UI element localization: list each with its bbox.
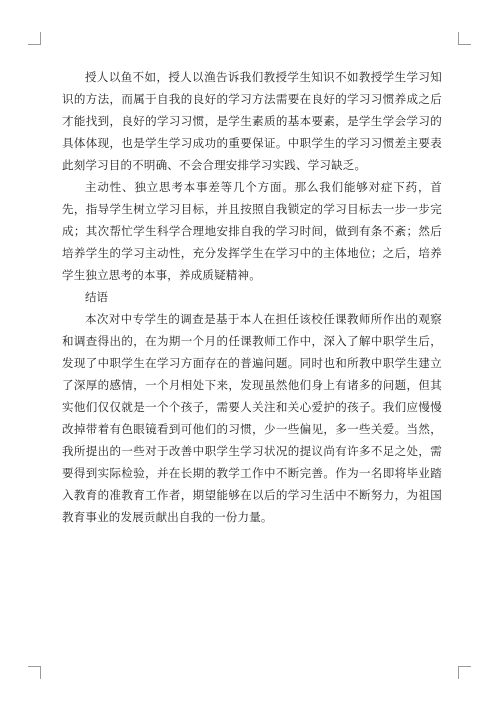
conclusion-paragraph: 本次对中专学生的调查是基于本人在担任该校任课教师所作出的观察和调查得出的，在为期一个月的任课教师工作中，深入了解中职学生后，发现了中职学生在学习方面存在的普遍问题。同时也和所教中职学生建立了深厚的感情，一个月相处下来，发现虽然他们身上有诸多的问题，但其实他们仅仅就是一个个孩子，需要人关注和关心爱护的孩子。我们应慢慢改掉带着有色眼镜看到可他们的习惯，少一些偏见，多一些关爱。当然，我所提出的一些对于改善中职学生学习状况的提议尚有许多不足之处，需要得到实际检验，并在长期的教学工作中不断完善。作为一名即将毕业踏入教育的准教育工作者，期望能够在以后的学习生活中不断努力，为祖国教育事业的发展贡献出自我的一份力量。: [62, 312, 442, 524]
page-corner-mark-top-left: [28, 32, 41, 45]
page-corner-mark-bottom-right: [458, 666, 471, 679]
section-heading: 结语: [85, 290, 108, 304]
page-corner-mark-bottom-left: [28, 666, 41, 679]
page-corner-mark-top-right: [458, 32, 471, 45]
document-body: [62, 66, 442, 528]
body-paragraph-1: 授人以鱼不如，授人以渔告诉我们教授学生知识不如教授学生学习知识的方法，而属于自我的良好的学习方法需要在良好的学习习惯养成之后才能找到，良好的学习习惯，是学生素质的基本要素，是学生学会学习的具体体现，也是学生学习成功的重要保证。中职学生的学习习惯差主要表此刻学习目的不明确、不会合理安排学习实践、学习缺乏。: [62, 70, 442, 172]
body-paragraph-2: 主动性、独立思考本事差等几个方面。那么我们能够对症下药，首先，指导学生树立学习目标，并且按照自我锁定的学习目标去一步一步完成；其次帮忙学生科学合理地安排自我的学习时间，做到有条不紊；然后培养学生的学习主动性，充分发挥学生在学习中的主体地位；之后，培养学生独立思考的本事，养成质疑精神。: [62, 180, 442, 282]
